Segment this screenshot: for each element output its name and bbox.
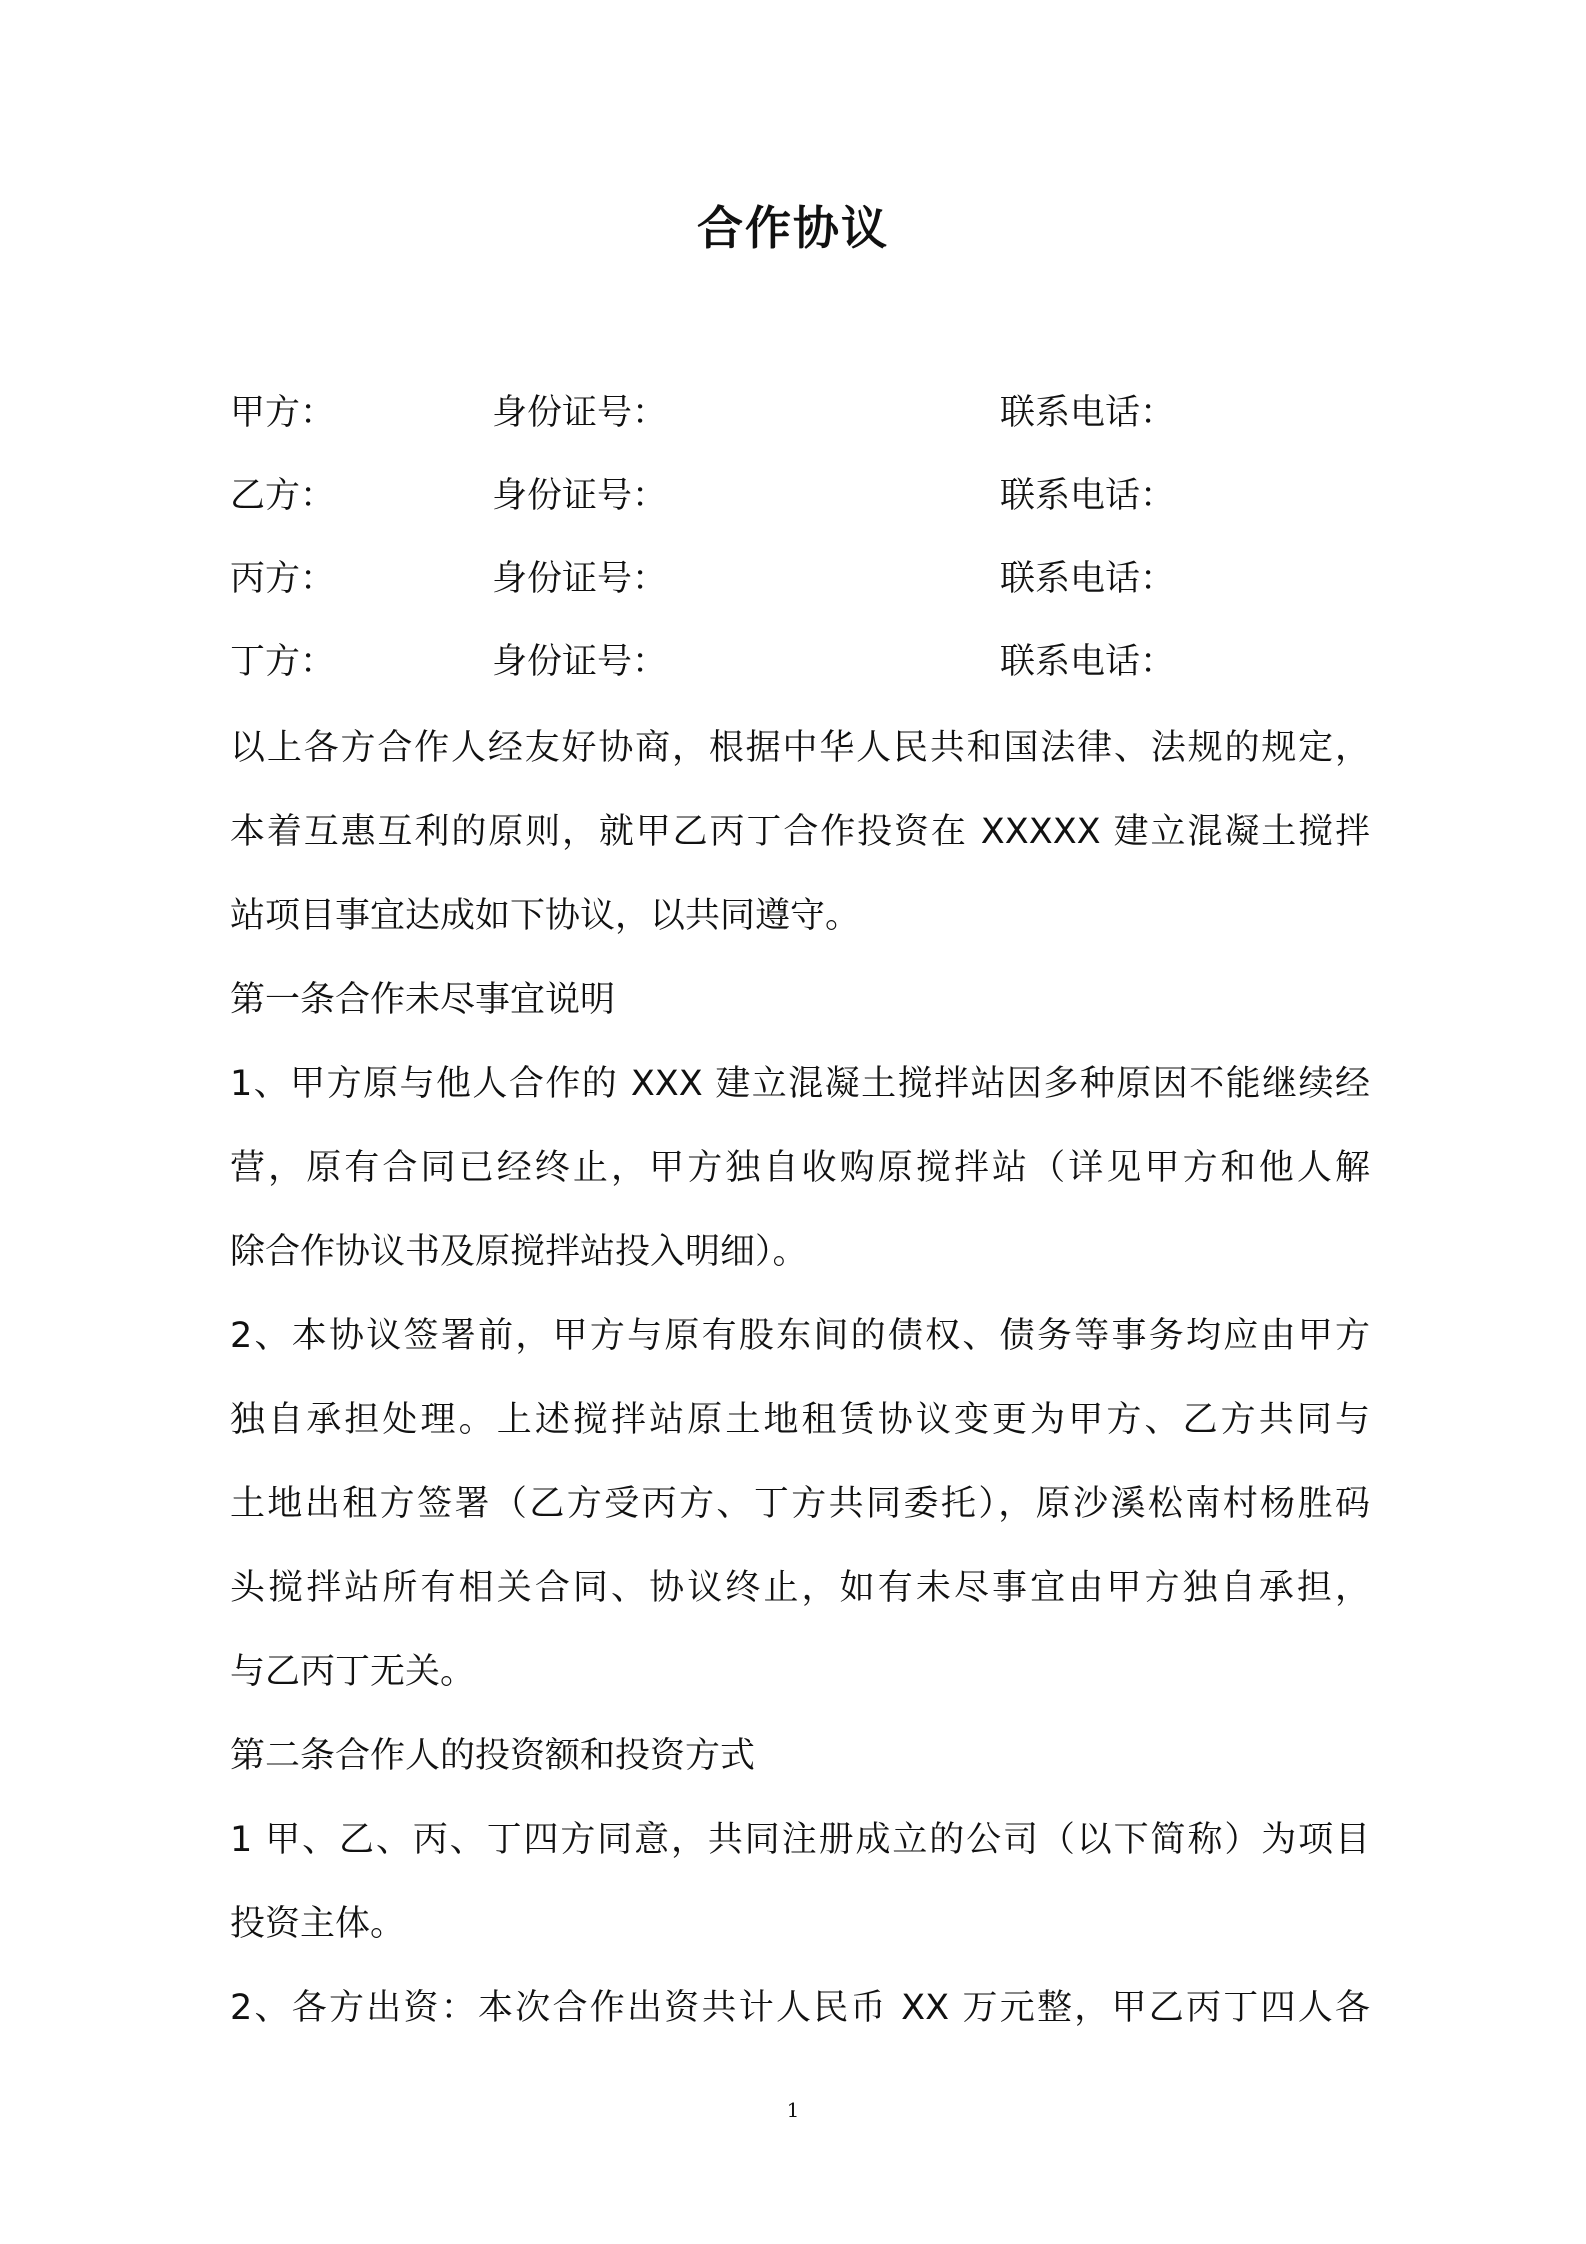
body-line: 1 甲、乙、丙、丁四方同意，共同注册成立的公司（以下简称）为项目: [230, 1820, 1370, 1860]
body-line: 营，原有合同已经终止，甲方独自收购原搅拌站（详见甲方和他人解: [230, 1148, 1370, 1188]
agreement-body: [230, 706, 1370, 2050]
body-line: 与乙丙丁无关。: [230, 1652, 476, 1692]
party-label: 乙方：: [230, 476, 336, 516]
phone-label: 联系电话：: [1000, 476, 1176, 516]
body-line: 2、本协议签署前，甲方与原有股东间的债权、债务等事务均应由甲方: [230, 1316, 1370, 1356]
phone-label: 联系电话：: [1000, 642, 1176, 682]
party-label: 丙方：: [230, 559, 336, 599]
phone-label: 联系电话：: [1000, 559, 1176, 599]
id-number-label: 身份证号：: [492, 642, 668, 682]
body-line: 投资主体。: [230, 1904, 406, 1944]
body-line: 以上各方合作人经友好协商，根据中华人民共和国法律、法规的规定，: [230, 728, 1370, 768]
party-label: 甲方：: [230, 393, 336, 433]
section-heading: 第一条合作未尽事宜说明: [230, 980, 616, 1020]
body-line: 站项目事宜达成如下协议，以共同遵守。: [230, 896, 861, 936]
document-title: 合作协议: [697, 201, 889, 255]
id-number-label: 身份证号：: [492, 476, 668, 516]
body-line: 头搅拌站所有相关合同、协议终止，如有未尽事宜由甲方独自承担，: [230, 1568, 1370, 1608]
section-heading: 第二条合作人的投资额和投资方式: [230, 1736, 756, 1776]
body-line: 除合作协议书及原搅拌站投入明细）。: [230, 1232, 808, 1272]
body-line: 1、甲方原与他人合作的 XXX 建立混凝土搅拌站因多种原因不能继续经: [230, 1064, 1370, 1104]
body-line: 2、各方出资：本次合作出资共计人民币 XX 万元整，甲乙丙丁四人各: [230, 1988, 1370, 2028]
body-line: 本着互惠互利的原则，就甲乙丙丁合作投资在 XXXXX 建立混凝土搅拌: [230, 812, 1370, 852]
id-number-label: 身份证号：: [492, 393, 668, 433]
page-number: 1: [786, 2098, 800, 2122]
party-label: 丁方：: [230, 642, 336, 682]
phone-label: 联系电话：: [1000, 393, 1176, 433]
id-number-label: 身份证号：: [492, 559, 668, 599]
body-line: 独自承担处理。上述搅拌站原土地租赁协议变更为甲方、乙方共同与: [230, 1400, 1370, 1440]
body-line: 土地出租方签署（乙方受丙方、丁方共同委托），原沙溪松南村杨胜码: [230, 1484, 1370, 1524]
